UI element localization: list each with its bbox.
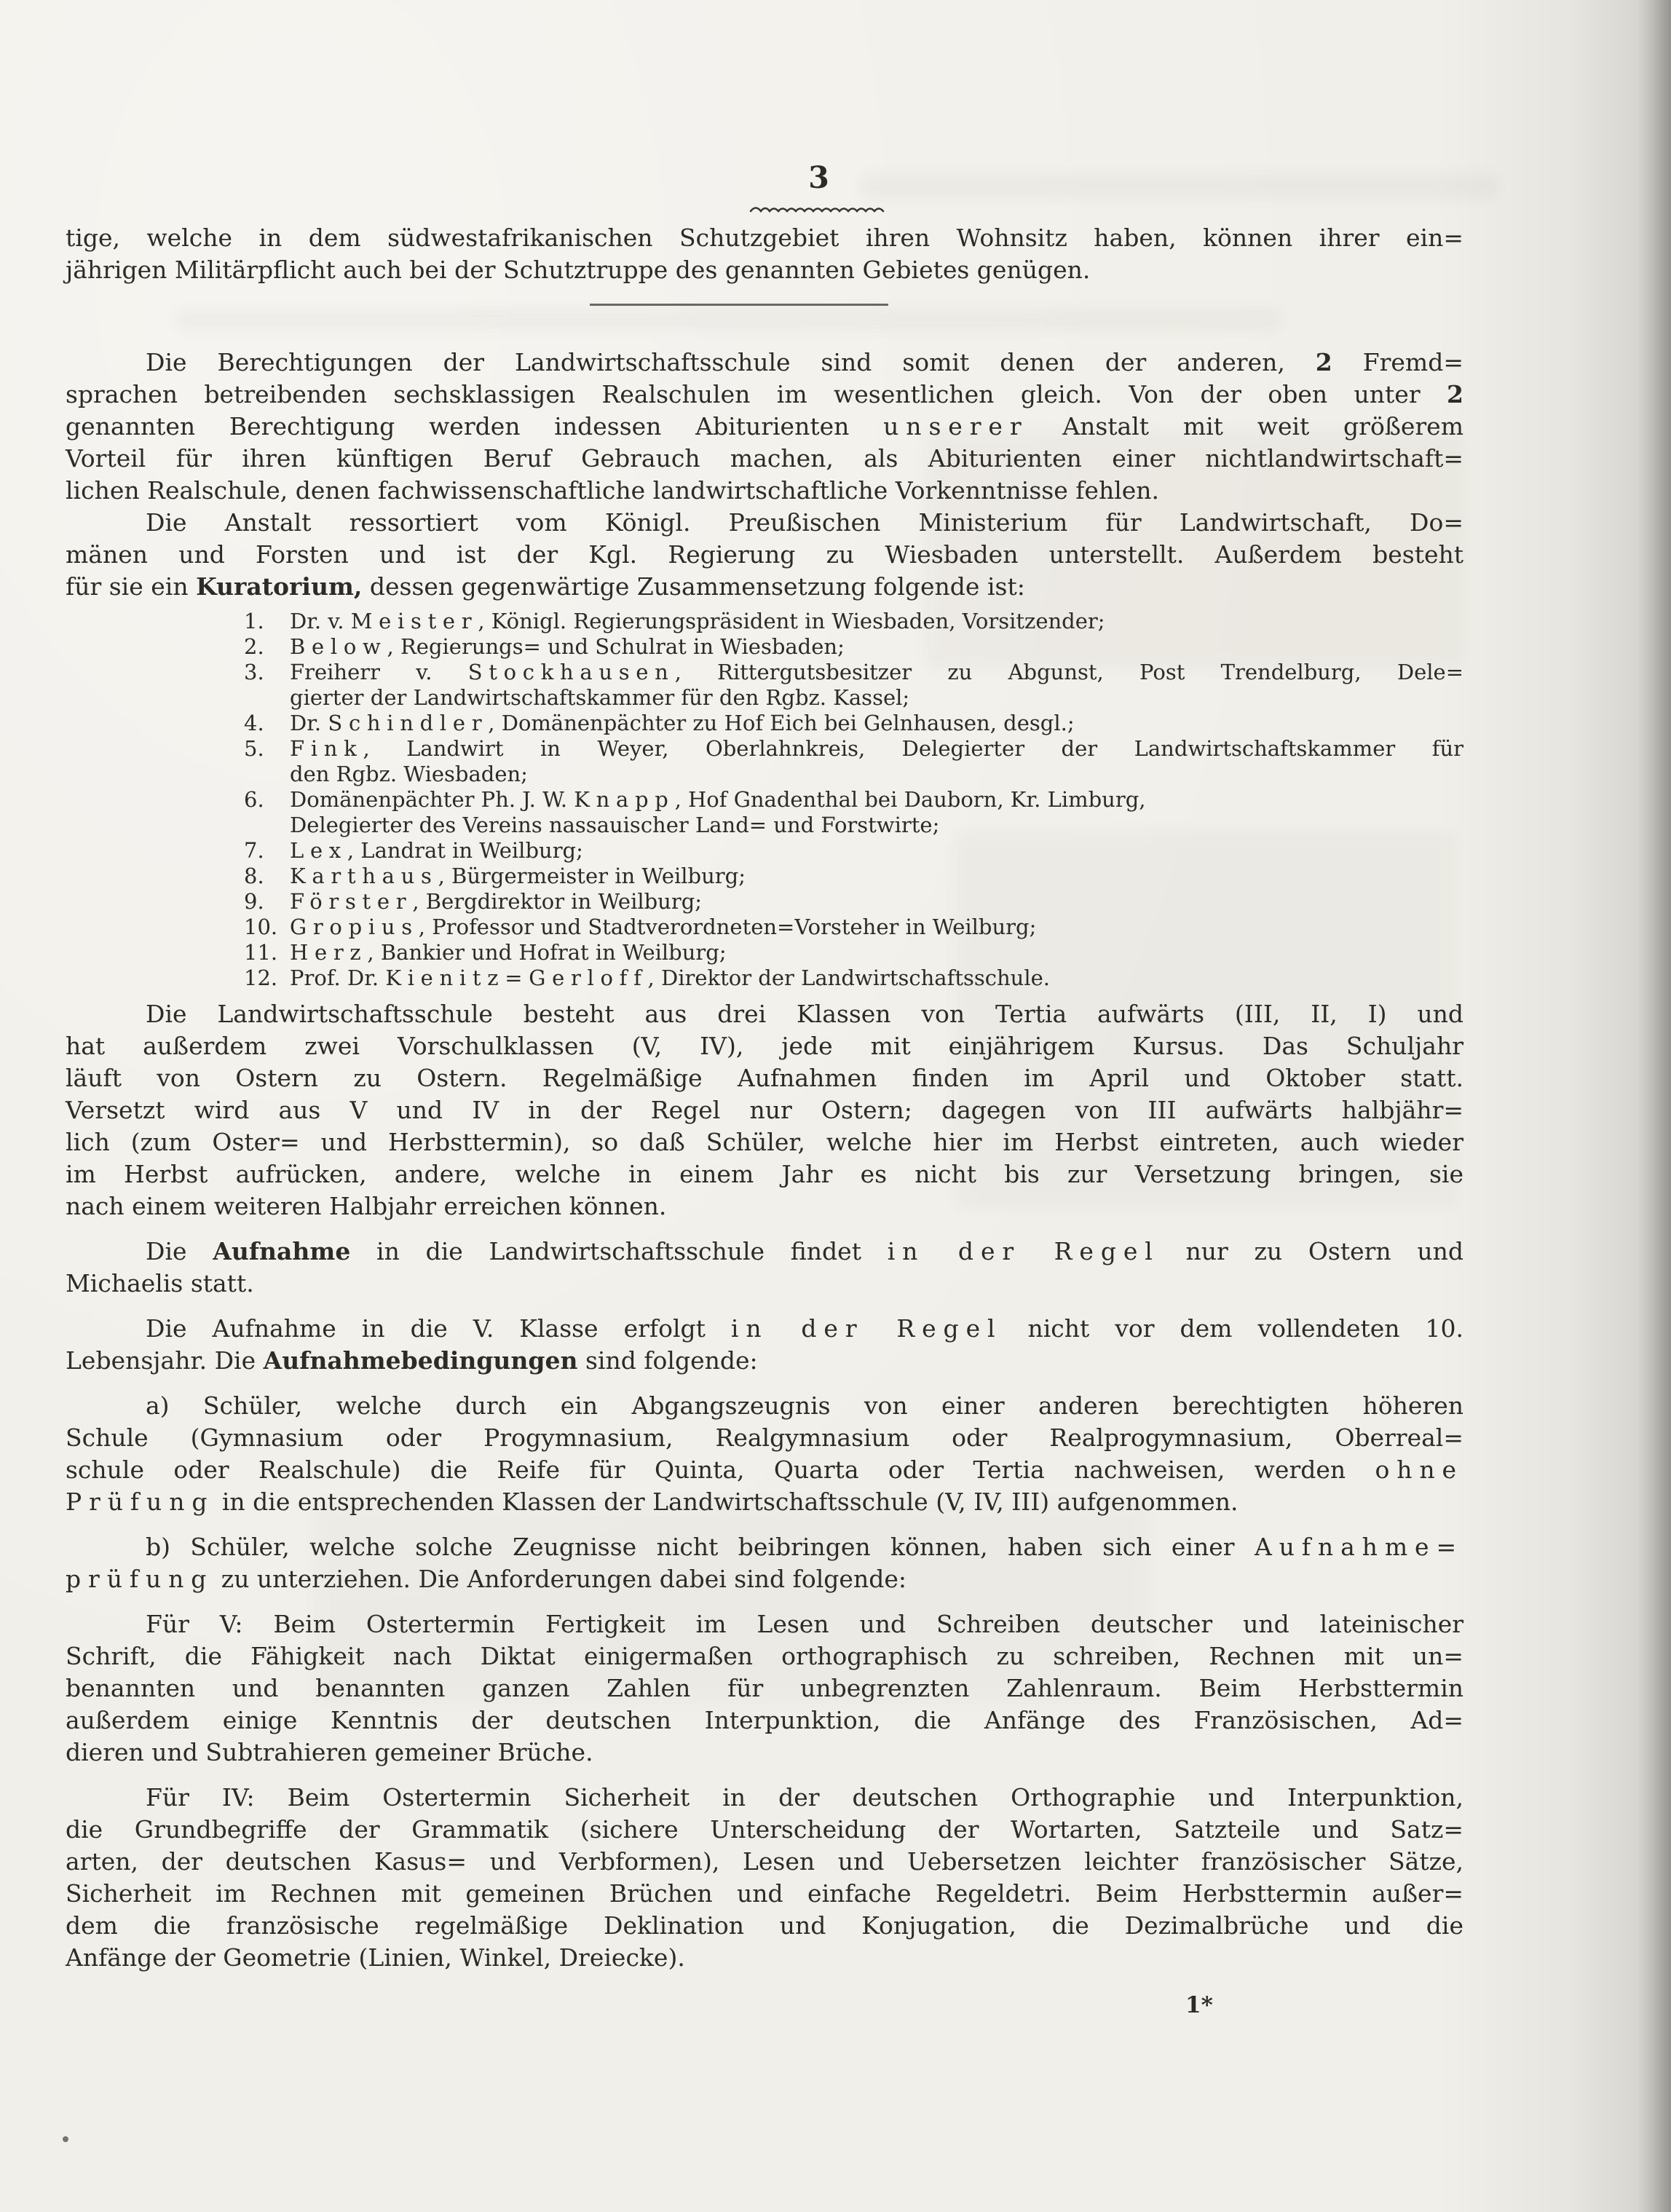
text-segment: nur zu Ostern und xyxy=(1159,1237,1463,1265)
paragraph xyxy=(66,347,1463,507)
text-line xyxy=(244,813,1463,838)
text-line xyxy=(66,1313,1463,1345)
text-line xyxy=(66,1094,1463,1126)
text-segment: Versetzt wird aus V und IV in der Regel nur Ostern; dagegen von III aufwärts halbjähr= xyxy=(66,1096,1463,1124)
text-segment: , Direktor der Landwirtschaftsschule. xyxy=(647,965,1050,990)
text-segment: Anstalt mit weit größerem xyxy=(1028,412,1463,441)
emphasized-text: Aufnahme xyxy=(213,1237,351,1265)
text-line xyxy=(244,838,1463,864)
text-line xyxy=(66,1030,1463,1062)
text-segment: lichen Realschule, denen fachwissenschaftliche landwirtschaftliche Vorkenntnisse fehlen. xyxy=(66,476,1160,505)
letterspaced-text: Fink xyxy=(290,736,363,761)
text-segment: Sicherheit im Rechnen mit gemeinen Brüchen und einfache Regeldetri. Beim Herbsttermin außer= xyxy=(66,1879,1463,1908)
text-line xyxy=(66,475,1463,507)
list-item-number: 9. xyxy=(244,889,264,914)
text-line xyxy=(66,1268,1463,1300)
text-segment: lich (zum Oster= und Herbsttermin), so daß Schüler, welche hier im Herbst eintreten, auch wieder xyxy=(66,1128,1463,1156)
text-line xyxy=(66,507,1463,539)
letterspaced-text: ohne xyxy=(1375,1455,1463,1484)
text-line xyxy=(66,222,1463,254)
text-segment: Für IV: Beim Ostertermin Sicherheit in der deutschen Orthographie und Interpunktion, xyxy=(146,1783,1463,1812)
text-line xyxy=(66,571,1463,603)
text-line xyxy=(66,1910,1463,1942)
text-segment: für sie ein xyxy=(66,572,197,601)
list-item-number: 8. xyxy=(244,864,264,888)
paragraph xyxy=(66,1390,1463,1518)
list-item xyxy=(244,838,1463,864)
text-segment: Domänenpächter Ph. J. W. xyxy=(290,787,574,812)
text-line xyxy=(66,1782,1463,1814)
letterspaced-text: Lex xyxy=(290,838,347,863)
list-item xyxy=(244,609,1463,634)
text-line xyxy=(66,1345,1463,1377)
text-line xyxy=(66,1236,1463,1268)
text-segment: Die Landwirtschaftsschule besteht aus drei Klassen von Tertia aufwärts (III, II, I) und xyxy=(146,1000,1463,1028)
emphasized-text: Aufnahmebedingungen xyxy=(263,1346,578,1375)
letterspaced-text: Below xyxy=(290,634,387,659)
text-line xyxy=(244,634,1463,660)
text-segment: arten, der deutschen Kasus= und Verbformen), Lesen und Uebersetzen leichter französischer Sätze, xyxy=(66,1847,1463,1876)
text-segment: in die entsprechenden Klassen der Landwirtschaftsschule (V, IV, III) aufgenommen. xyxy=(214,1488,1239,1516)
text-line xyxy=(244,965,1463,991)
text-line xyxy=(66,1422,1463,1454)
emphasized-text: Kuratorium, xyxy=(196,572,363,601)
text-line xyxy=(244,660,1463,685)
list-item xyxy=(244,711,1463,736)
text-segment: , Landrat in Weilburg; xyxy=(347,838,583,863)
text-line xyxy=(66,1531,1463,1563)
text-segment: , Bürgermeister in Weilburg; xyxy=(438,864,746,888)
text-segment: gierter der Landwirtschaftskammer für den Rgbz. Kassel; xyxy=(290,685,910,710)
text-line xyxy=(66,1158,1463,1190)
text-segment: , Landwirt in Weyer, Oberlahnkreis, Delegierter der Landwirtschaftskammer für xyxy=(363,736,1463,761)
text-segment: , Hof Gnadenthal bei Dauborn, Kr. Limburg, xyxy=(674,787,1146,812)
text-segment: Anfänge der Geometrie (Linien, Winkel, Dreiecke). xyxy=(66,1943,685,1972)
list-item-number: 11. xyxy=(244,940,278,965)
text-line xyxy=(66,1608,1463,1640)
text-line xyxy=(244,787,1463,813)
text-segment: Prof. Dr. xyxy=(290,965,386,990)
list-item-number: 1. xyxy=(244,609,264,633)
text-line xyxy=(66,1126,1463,1158)
text-segment: Für V: Beim Ostertermin Fertigkeit im Lesen und Schreiben deutscher und lateinischer xyxy=(146,1610,1463,1638)
text-line xyxy=(244,889,1463,915)
text-segment: , Domänenpächter zu Hof Eich bei Gelnhausen, desgl.; xyxy=(488,711,1075,735)
text-line xyxy=(66,1454,1463,1486)
text-segment: Freiherr v. xyxy=(290,660,468,684)
text-segment: mänen und Forsten und ist der Kgl. Regierung zu Wiesbaden unterstellt. Außerdem besteht xyxy=(66,540,1463,569)
paragraph xyxy=(66,1313,1463,1377)
text-segment: Vorteil für ihren künftigen Beruf Gebrauch machen, als Abiturienten einer nichtlandwirtschaft= xyxy=(66,444,1463,473)
letterspaced-text: Gropius xyxy=(290,915,419,939)
letterspaced-text: Meister xyxy=(350,609,478,633)
text-line xyxy=(244,711,1463,736)
text-line xyxy=(66,1737,1463,1769)
page-edge-shadow xyxy=(1638,0,1671,2212)
text-segment: Delegierter des Vereins nassauischer Land= und Forstwirte; xyxy=(290,813,940,837)
list-item-number: 12. xyxy=(244,965,278,990)
text-line xyxy=(66,254,1463,286)
paragraph xyxy=(66,1531,1463,1595)
text-segment: Dr. xyxy=(290,711,328,735)
text-line xyxy=(244,864,1463,889)
text-segment: den Rgbz. Wiesbaden; xyxy=(290,762,528,786)
letterspaced-text: Schindler xyxy=(328,711,489,735)
text-line xyxy=(66,1878,1463,1910)
text-line xyxy=(66,1705,1463,1737)
letterspaced-text: Aufnahme= xyxy=(1254,1533,1463,1561)
text-segment: genannten Berechtigung werden indessen Abiturienten xyxy=(66,412,884,441)
text-line xyxy=(66,1814,1463,1846)
letterspaced-text: Prüfung xyxy=(66,1488,215,1516)
list-item-number: 10. xyxy=(244,915,278,939)
text-line xyxy=(66,379,1463,411)
text-segment: Die Berechtigungen der Landwirtschaftsschule sind somit denen der anderen, xyxy=(146,348,1316,376)
text-line xyxy=(244,609,1463,634)
text-line xyxy=(66,443,1463,475)
text-segment: die Grundbegriffe der Grammatik (sichere Unterscheidung der Wortarten, Satzteile und Satz= xyxy=(66,1815,1463,1844)
text-segment: Die Aufnahme in die V. Klasse erfolgt xyxy=(146,1314,731,1343)
kuratorium-member-list xyxy=(244,609,1463,991)
text-segment: Schrift, die Fähigkeit nach Diktat einigermaßen orthographisch zu schreiben, Rechnen mit un= xyxy=(66,1642,1463,1670)
list-item xyxy=(244,736,1463,787)
emphasized-text: 2 xyxy=(1315,348,1332,376)
text-line xyxy=(66,1846,1463,1878)
text-segment: Michaelis statt. xyxy=(66,1269,254,1297)
list-item-number: 6. xyxy=(244,787,264,812)
text-line xyxy=(66,1672,1463,1705)
paragraph xyxy=(66,998,1463,1222)
text-segment: , Rittergutsbesitzer zu Abgunst, Post Trendelburg, Dele= xyxy=(674,660,1463,684)
text-segment: schule oder Realschule) die Reife für Quinta, Quarta oder Tertia nachweisen, werden xyxy=(66,1455,1375,1484)
list-item xyxy=(244,889,1463,915)
text-segment: a) Schüler, welche durch ein Abgangszeugnis von einer anderen berechtigten höheren xyxy=(146,1391,1463,1420)
text-segment: außerdem einige Kenntnis der deutschen Interpunktion, die Anfänge des Französischen, Ad= xyxy=(66,1706,1463,1734)
letterspaced-text: in der Regel xyxy=(887,1237,1160,1265)
text-segment: Lebensjahr. Die xyxy=(66,1346,264,1375)
ink-speck xyxy=(63,2136,68,2142)
list-item xyxy=(244,660,1463,711)
text-segment: Die xyxy=(146,1237,213,1265)
text-segment: tige, welche in dem südwestafrikanischen Schutzgebiet ihren Wohnsitz haben, können ihrer ein= xyxy=(66,224,1463,252)
list-item-number: 5. xyxy=(244,736,264,761)
text-segment: nach einem weiteren Halbjahr erreichen können. xyxy=(66,1192,667,1220)
text-line xyxy=(66,1640,1463,1672)
text-line xyxy=(66,998,1463,1030)
text-line xyxy=(244,762,1463,787)
text-segment: Dr. v. xyxy=(290,609,351,633)
page-number: 3 xyxy=(808,160,830,195)
emphasized-text: 2 xyxy=(1447,380,1463,408)
text-line xyxy=(66,1390,1463,1422)
text-segment: zu unterziehen. Die Anforderungen dabei sind folgende: xyxy=(213,1565,906,1593)
list-item xyxy=(244,915,1463,940)
letterspaced-text: in der Regel xyxy=(730,1314,1003,1343)
text-segment: , Regierungs= und Schulrat in Wiesbaden; xyxy=(387,634,845,659)
letterspaced-text: Karthaus xyxy=(290,864,438,888)
section-divider xyxy=(590,304,888,306)
text-column xyxy=(66,222,1463,1974)
text-segment: sprachen betreibenden sechsklassigen Realschulen im wesentlichen gleich. Von der oben unter xyxy=(66,380,1447,408)
text-line xyxy=(66,1190,1463,1222)
letterspaced-text: Förster xyxy=(290,889,413,914)
text-segment: , Professor und Stadtverordneten=Vorsteher in Weilburg; xyxy=(418,915,1037,939)
list-item xyxy=(244,864,1463,889)
text-segment: Die Anstalt ressortiert vom Königl. Preußischen Ministerium für Landwirtschaft, Do= xyxy=(146,508,1463,537)
text-line xyxy=(66,1563,1463,1595)
text-line xyxy=(66,1942,1463,1974)
letterspaced-text: prüfung xyxy=(66,1565,214,1593)
paragraph xyxy=(66,507,1463,603)
letterspaced-text: Herz xyxy=(290,940,368,965)
letterspaced-text: Stockhausen xyxy=(467,660,675,684)
text-line xyxy=(244,685,1463,711)
text-line xyxy=(244,915,1463,940)
text-segment: benannten und benannten ganzen Zahlen für unbegrenzten Zahlenraum. Beim Herbsttermin xyxy=(66,1674,1463,1702)
list-item-number: 2. xyxy=(244,634,264,659)
text-segment: , Bankier und Hofrat in Weilburg; xyxy=(367,940,727,965)
list-item-number: 3. xyxy=(244,660,264,684)
letterspaced-text: Knapp xyxy=(574,787,675,812)
text-segment: , Königl. Regierungspräsident in Wiesbaden, Vorsitzender; xyxy=(478,609,1105,633)
list-item xyxy=(244,634,1463,660)
text-line xyxy=(66,411,1463,443)
text-line xyxy=(66,347,1463,379)
letterspaced-text: Kienitz=Gerloff xyxy=(385,965,648,990)
paragraph xyxy=(66,1782,1463,1974)
text-segment: dem die französische regelmäßige Deklination und Konjugation, die Dezimalbrüche und die xyxy=(66,1911,1463,1940)
letterspaced-text: unserer xyxy=(883,412,1029,441)
text-line xyxy=(244,940,1463,965)
text-line xyxy=(66,1062,1463,1094)
list-item xyxy=(244,965,1463,991)
text-line xyxy=(244,736,1463,762)
text-line xyxy=(66,1486,1463,1518)
list-item-number: 7. xyxy=(244,838,264,863)
bleed-through-smudge xyxy=(859,173,1500,200)
text-line xyxy=(66,539,1463,571)
signature-mark: 1* xyxy=(1185,1992,1213,2018)
text-segment: jährigen Militärpflicht auch bei der Schutztruppe des genannten Gebietes genügen. xyxy=(66,256,1091,284)
list-item xyxy=(244,787,1463,838)
text-segment: dessen gegenwärtige Zusammensetzung folgende ist: xyxy=(362,572,1025,601)
paragraph xyxy=(66,222,1463,286)
page-number-underline-wave xyxy=(748,204,891,216)
list-item xyxy=(244,940,1463,965)
text-segment: sind folgende: xyxy=(577,1346,758,1375)
text-segment: Schule (Gymnasium oder Progymnasium, Realgymnasium oder Realprogymnasium, Oberreal= xyxy=(66,1423,1463,1452)
paragraph xyxy=(66,1236,1463,1300)
text-segment: nicht vor dem vollendeten 10. xyxy=(1002,1314,1463,1343)
text-segment: hat außerdem zwei Vorschulklassen (V, IV), jede mit einjährigem Kursus. Das Schuljahr xyxy=(66,1032,1463,1060)
text-segment: im Herbst aufrücken, andere, welche in einem Jahr es nicht bis zur Versetzung bringen, sie xyxy=(66,1160,1463,1188)
paragraph xyxy=(66,1608,1463,1769)
text-segment: läuft von Ostern zu Ostern. Regelmäßige Aufnahmen finden im April und Oktober statt. xyxy=(66,1064,1463,1092)
text-segment: dieren und Subtrahieren gemeiner Brüche. xyxy=(66,1738,593,1766)
text-segment: Fremd= xyxy=(1332,348,1463,376)
text-segment: in die Landwirtschaftsschule findet xyxy=(350,1237,888,1265)
text-segment: b) Schüler, welche solche Zeugnisse nicht beibringen können, haben sich einer xyxy=(146,1533,1255,1561)
text-segment: , Bergdirektor in Weilburg; xyxy=(412,889,703,914)
list-item-number: 4. xyxy=(244,711,264,735)
